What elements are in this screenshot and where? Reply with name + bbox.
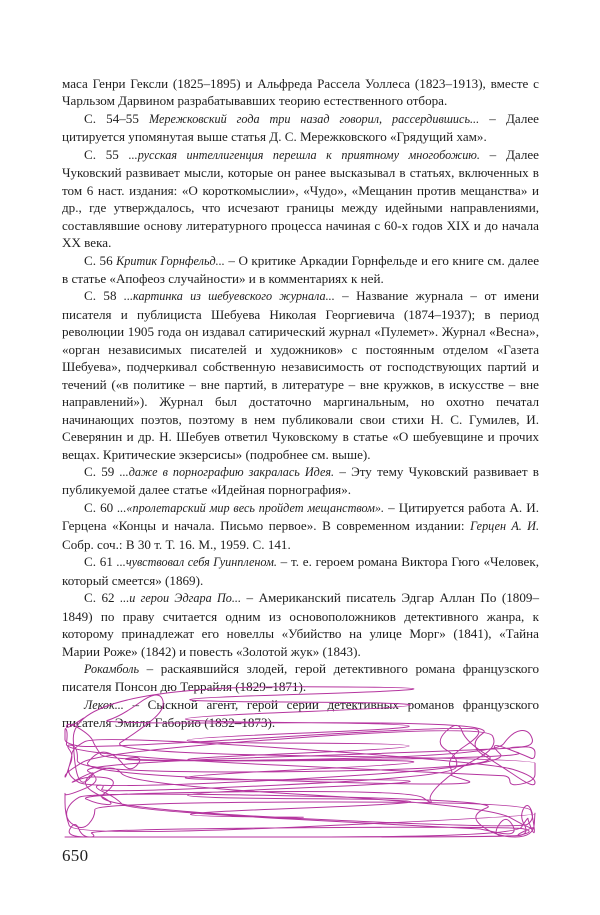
paragraph-text: С. 54–55 — [84, 110, 150, 126]
quoted-phrase: ...«пролетарский мир весь пройдет мещанством». — [117, 500, 385, 515]
quoted-phrase: Рокамболь — [84, 661, 139, 676]
paragraph-text: – раскаявшийся злодей, герой детективного романа французского писателя Понсон дю Террайля (1829–1871). — [62, 660, 539, 695]
paragraph-text: – Сыскной агент, герой серии детективных романов французского писателя Эмиля Габорио (1832–1873). — [62, 696, 539, 731]
quoted-phrase: Критик Горнфельд... — [116, 253, 225, 268]
page-text — [62, 75, 539, 732]
pen-scribble — [62, 670, 538, 840]
paragraph-text: – Далее цитируется упомянутая выше статья Д. С. Мережковского «Грядущий хам». — [62, 110, 539, 145]
paragraph-text: – Название журнала – от имени писателя и публициста Шебуева Николая Георгиевича (1874–1937); в период революции 1905 года он издавал сатирический журнал «Пулемет». Журнал «Весна», «орган независимых писателей и художников» с постоянным отделом «Газета Шебуева», подчеркивал собственную независимость от господствующих партий и течений («в политике – вне партий, в литературе – вне кружков, в искусстве – вне направлений»). Журнал был достаточно маргинальным, но охотно печатал начинающих поэтов, поэтому в нем публиковали свои стихи Н. С. Гумилев, И. Северянин и др. Н. Шебуев ответил Чуковскому в статье «О шебуевщине и прочих вещах. Критические экзерсисы» (подробнее см. выше). — [62, 288, 539, 462]
paragraph-text: С. 61 — [84, 554, 117, 570]
commentary-paragraph — [62, 75, 539, 110]
paragraph-text: С. 56 — [84, 252, 117, 268]
paragraph-text: – Далее Чуковский развивает мысли, которые он ранее высказывал в статьях, включенных в том 6 наст. издания: «О короткомыслии», «Чудо», «Мещанин против мещанства» и др., где утверждалось, что исчезают границы между идейными направлениями, составлявшие основу литературного процесса начиная с 60-х годов XIX и до начала XX века. — [62, 146, 539, 251]
commentary-paragraph — [62, 589, 539, 660]
quoted-phrase: ...чувствовал себя Гуинпленом. — [116, 555, 277, 570]
commentary-paragraph — [62, 110, 539, 146]
paragraph-text: С. 58 — [84, 288, 124, 304]
quoted-phrase: ...русская интеллигенция перешла к приятному многобожию. — [128, 147, 480, 162]
paragraph-text: – Американский писатель Эдгар Аллан По (1809–1849) по праву считается одним из основоположников детективного жанра, к которому принадлежат его новеллы «Убийство на улице Морг» (1841), «Тайна Марии Роже» (1842) и повесть «Золотой жук» (1843). — [62, 590, 539, 659]
commentary-paragraph — [62, 463, 539, 499]
paragraph-text: Собр. соч.: В 30 т. Т. 16. М., 1959. С. 141. — [62, 536, 291, 552]
commentary-paragraph — [62, 553, 539, 589]
commentary-paragraph — [62, 499, 539, 553]
quoted-phrase: ...картинка из шебуевского журнала... — [123, 289, 335, 304]
scribble-stroke — [65, 687, 535, 837]
paragraph-text: С. 62 — [84, 590, 121, 606]
quoted-phrase: Мережковский года три назад говорил, рассердившись... — [149, 111, 480, 126]
paragraph-text: – т. е. героем романа Виктора Гюго «Человек, который смеется» (1869). — [62, 554, 539, 588]
quoted-phrase: ...и герои Эдгара По... — [120, 591, 242, 606]
paragraph-text: С. 60 — [84, 499, 118, 515]
page-number: 650 — [62, 846, 89, 865]
paragraph-text: С. 59 — [84, 463, 120, 479]
quoted-phrase: ...даже в порнографию закралась Идея. — [119, 464, 335, 479]
paragraph-text: маса Генри Гексли (1825–1895) и Альфреда Рассела Уоллеса (1823–1913), вместе с Чарльзом Дарвином разрабатывавших теорию естественного отбора. — [62, 76, 539, 109]
paragraph-text: – Цитируется работа А. И. Герцена «Концы и начала. Письмо первое». В современном издании: — [62, 499, 539, 534]
commentary-paragraph — [62, 287, 539, 463]
paragraph-text: С. 55 — [84, 146, 129, 162]
paragraph-text: – О критике Аркадии Горнфельде и его книге см. далее в статье «Апофеоз случайности» и в комментариях к ней. — [62, 252, 540, 286]
commentary-paragraph — [62, 252, 539, 288]
quoted-phrase: Лекок... — [84, 697, 124, 712]
commentary-paragraph — [62, 146, 539, 252]
quoted-phrase: Герцен А. И. — [470, 519, 539, 534]
paragraph-text: – Эту тему Чуковский развивает в публикуемой далее статье «Идейная порнография». — [62, 463, 539, 498]
